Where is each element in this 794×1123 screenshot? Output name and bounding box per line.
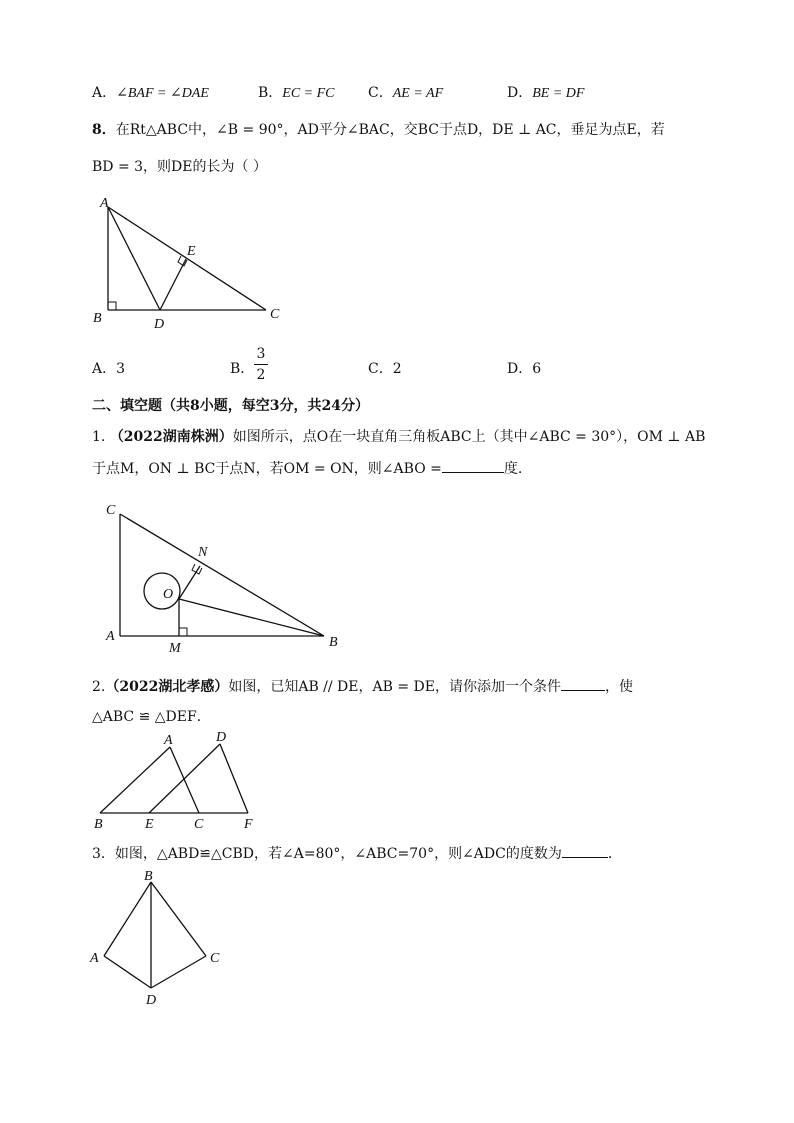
question-source: （2022湖北孝感） bbox=[105, 679, 229, 695]
option-label: D． bbox=[507, 361, 533, 377]
option-label: C． bbox=[368, 361, 393, 377]
q8-option-b-label: B． bbox=[230, 361, 255, 377]
option-label: C． bbox=[368, 85, 393, 101]
q7-option-b bbox=[258, 82, 335, 102]
f2-figure bbox=[90, 732, 270, 832]
question-number: 2. bbox=[92, 679, 106, 695]
question-text: 如图，△ABD≌△CBD，若∠A=80°，∠ABC=70°，则∠ADC的度数为 bbox=[114, 846, 562, 862]
option-text: BE = DF bbox=[532, 86, 585, 101]
label-b: B bbox=[144, 869, 153, 884]
question-text: 度. bbox=[503, 461, 523, 477]
label-c: C bbox=[106, 503, 116, 518]
option-text: 3 bbox=[116, 361, 126, 377]
option-text: AE = AF bbox=[392, 86, 444, 101]
answer-blank[interactable] bbox=[561, 690, 605, 691]
q8-option-a bbox=[92, 358, 125, 378]
answer-blank[interactable] bbox=[562, 857, 608, 858]
label-b: B bbox=[93, 311, 102, 326]
answer-blank[interactable] bbox=[442, 472, 504, 473]
label-a: A bbox=[106, 629, 115, 644]
f3-figure bbox=[88, 868, 228, 1008]
label-e: E bbox=[145, 817, 154, 832]
q8-figure bbox=[90, 195, 290, 330]
fraction-denominator: 2 bbox=[256, 367, 266, 383]
question-number: 3． bbox=[92, 846, 115, 862]
q7-option-d bbox=[507, 82, 584, 102]
label-a: A bbox=[90, 951, 99, 966]
label-e: E bbox=[187, 244, 196, 259]
label-d: D bbox=[146, 993, 157, 1008]
label-f: F bbox=[244, 817, 253, 832]
label-b: B bbox=[94, 817, 103, 832]
section-heading: 二、填空题（共8小题，每空3分，共24分） bbox=[92, 398, 369, 414]
label-d: D bbox=[154, 317, 165, 332]
option-label: D． bbox=[507, 85, 533, 101]
f1-line1 bbox=[92, 426, 705, 446]
label-b: B bbox=[329, 635, 338, 650]
label-c: C bbox=[194, 817, 204, 832]
option-label: A． bbox=[92, 85, 117, 101]
fraction-bar bbox=[254, 364, 268, 365]
question-source: （2022湖南株洲） bbox=[109, 429, 233, 445]
q7-option-a bbox=[92, 82, 209, 102]
f3-line bbox=[92, 843, 622, 863]
option-label: A． bbox=[92, 361, 117, 377]
question-text: ． bbox=[607, 846, 622, 862]
f1-line2 bbox=[92, 458, 522, 478]
f2-line2: △ABC ≌ △DEF． bbox=[92, 709, 211, 725]
label-n: N bbox=[198, 545, 208, 560]
question-text: 在Rt△ABC中，∠B = 90°，AD平分∠BAC，交BC于点D，DE ⊥ AC，垂足为点E，若 bbox=[115, 122, 665, 138]
question-text: 如图所示，点O在一块直角三角板ABC上（其中∠ABC = 30°），OM ⊥ AB bbox=[232, 429, 706, 445]
f1-figure bbox=[100, 500, 350, 660]
q8-option-c bbox=[368, 358, 402, 378]
q8-option-b-fraction bbox=[254, 346, 268, 383]
label-c: C bbox=[210, 951, 220, 966]
fraction-numerator: 3 bbox=[256, 346, 266, 362]
q8-option-d bbox=[507, 358, 541, 378]
label-d: D bbox=[216, 730, 227, 745]
label-a: A bbox=[100, 196, 109, 211]
option-text: EC = FC bbox=[282, 86, 335, 101]
q7-option-c bbox=[368, 82, 443, 102]
question-number: 8． bbox=[92, 122, 116, 138]
q8-line2: BD = 3，则DE的长为（ ） bbox=[92, 159, 267, 175]
f2-line1 bbox=[92, 676, 633, 696]
label-o: O bbox=[163, 587, 174, 602]
question-text: 于点M，ON ⊥ BC于点N，若OM = ON，则∠ABO = bbox=[92, 461, 442, 477]
q8-line1 bbox=[92, 119, 665, 139]
label-m: M bbox=[169, 641, 181, 656]
option-label: B． bbox=[258, 85, 283, 101]
option-text: 6 bbox=[532, 361, 542, 377]
option-text: ∠BAF = ∠DAE bbox=[116, 86, 209, 101]
question-number: 1. bbox=[92, 429, 106, 445]
question-text: 如图，已知AB // DE，AB = DE，请你添加一个条件 bbox=[228, 679, 561, 695]
question-text: ，使 bbox=[604, 679, 633, 695]
label-a: A bbox=[164, 733, 173, 748]
option-text: 2 bbox=[392, 361, 402, 377]
label-c: C bbox=[270, 307, 280, 322]
